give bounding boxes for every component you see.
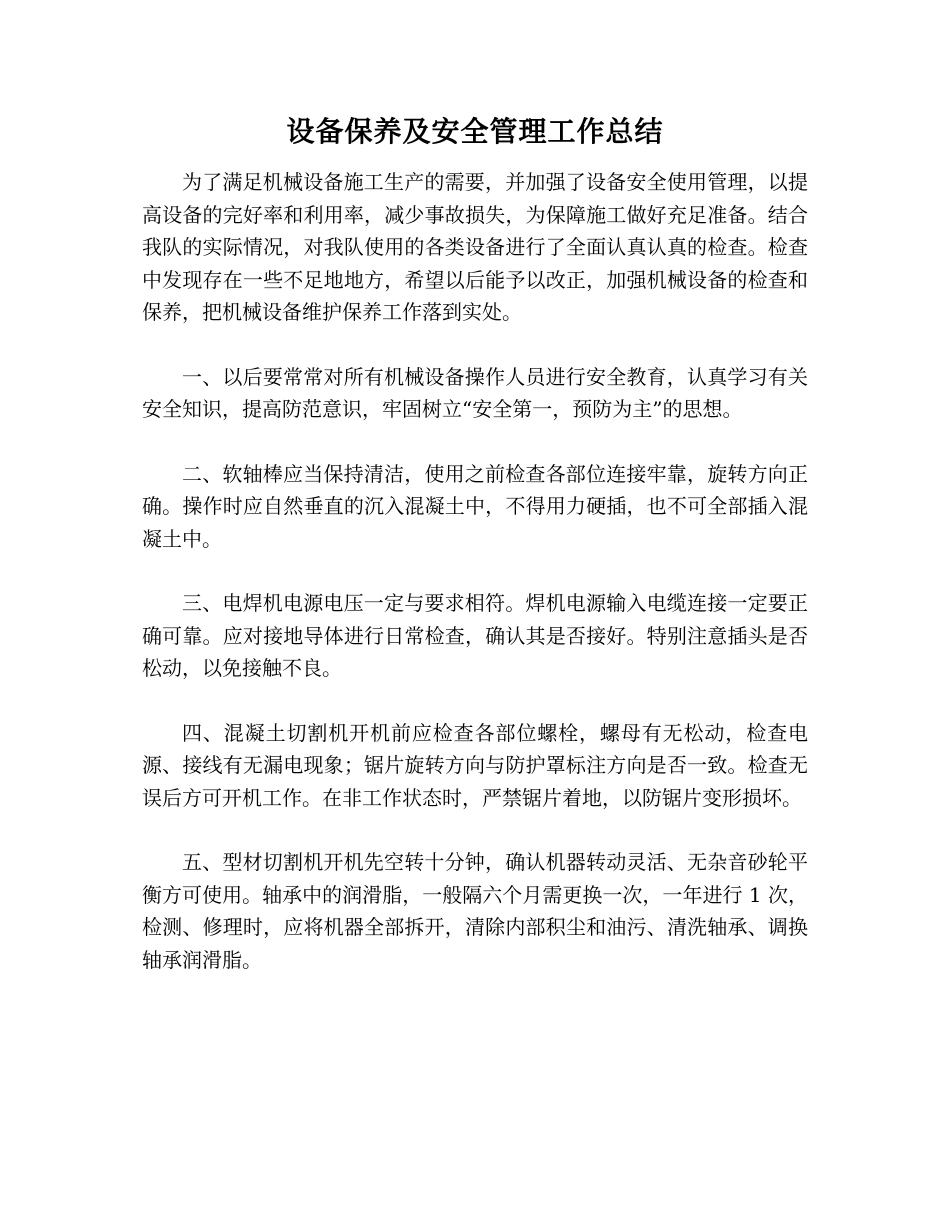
document-body (142, 166, 808, 976)
paragraph-intro: 为了满足机械设备施工生产的需要，并加强了设备安全使用管理，以提高设备的完好率和利用率，减少事故损失，为保障施工做好充足准备。结合我队的实际情况，对我队使用的各类设备进行了全面认真认真的检查。检查中发现存在一些不足地地方，希望以后能予以改正，加强机械设备的检查和保养，把机械设备维护保养工作落到实处。 (142, 170, 808, 324)
paragraph-item-5: 五、型材切割机开机先空转十分钟，确认机器转动灵活、无杂音砂轮平衡方可使用。轴承中的润滑脂，一般隔六个月需更换一次，一年进行 1 次，检测、修理时，应将机器全部拆开，清除内部积尘和油污、清洗轴承、调换轴承润滑脂。 (142, 850, 808, 972)
paragraph-item-4: 四、混凝土切割机开机前应检查各部位螺栓，螺母有无松动，检查电源、接线有无漏电现象；锯片旋转方向与防护罩标注方向是否一致。检查无误后方可开机工作。在非工作状态时，严禁锯片着地，以防锯片变形损坏。 (142, 720, 808, 810)
paragraph-item-1: 一、以后要常常对所有机械设备操作人员进行安全教育，认真学习有关安全知识，提高防范意识，牢固树立“安全第一，预防为主”的思想。 (142, 364, 808, 421)
paragraph-item-2: 二、软轴棒应当保持清洁，使用之前检查各部位连接牢靠，旋转方向正确。操作时应自然垂直的沉入混凝土中，不得用力硬插，也不可全部插入混凝土中。 (142, 461, 808, 551)
document-title: 设备保养及安全管理工作总结 (286, 115, 664, 148)
paragraph-item-3: 三、电焊机电源电压一定与要求相符。焊机电源输入电缆连接一定要正确可靠。应对接地导体进行日常检查，确认其是否接好。特别注意插头是否松动，以免接触不良。 (142, 591, 808, 680)
